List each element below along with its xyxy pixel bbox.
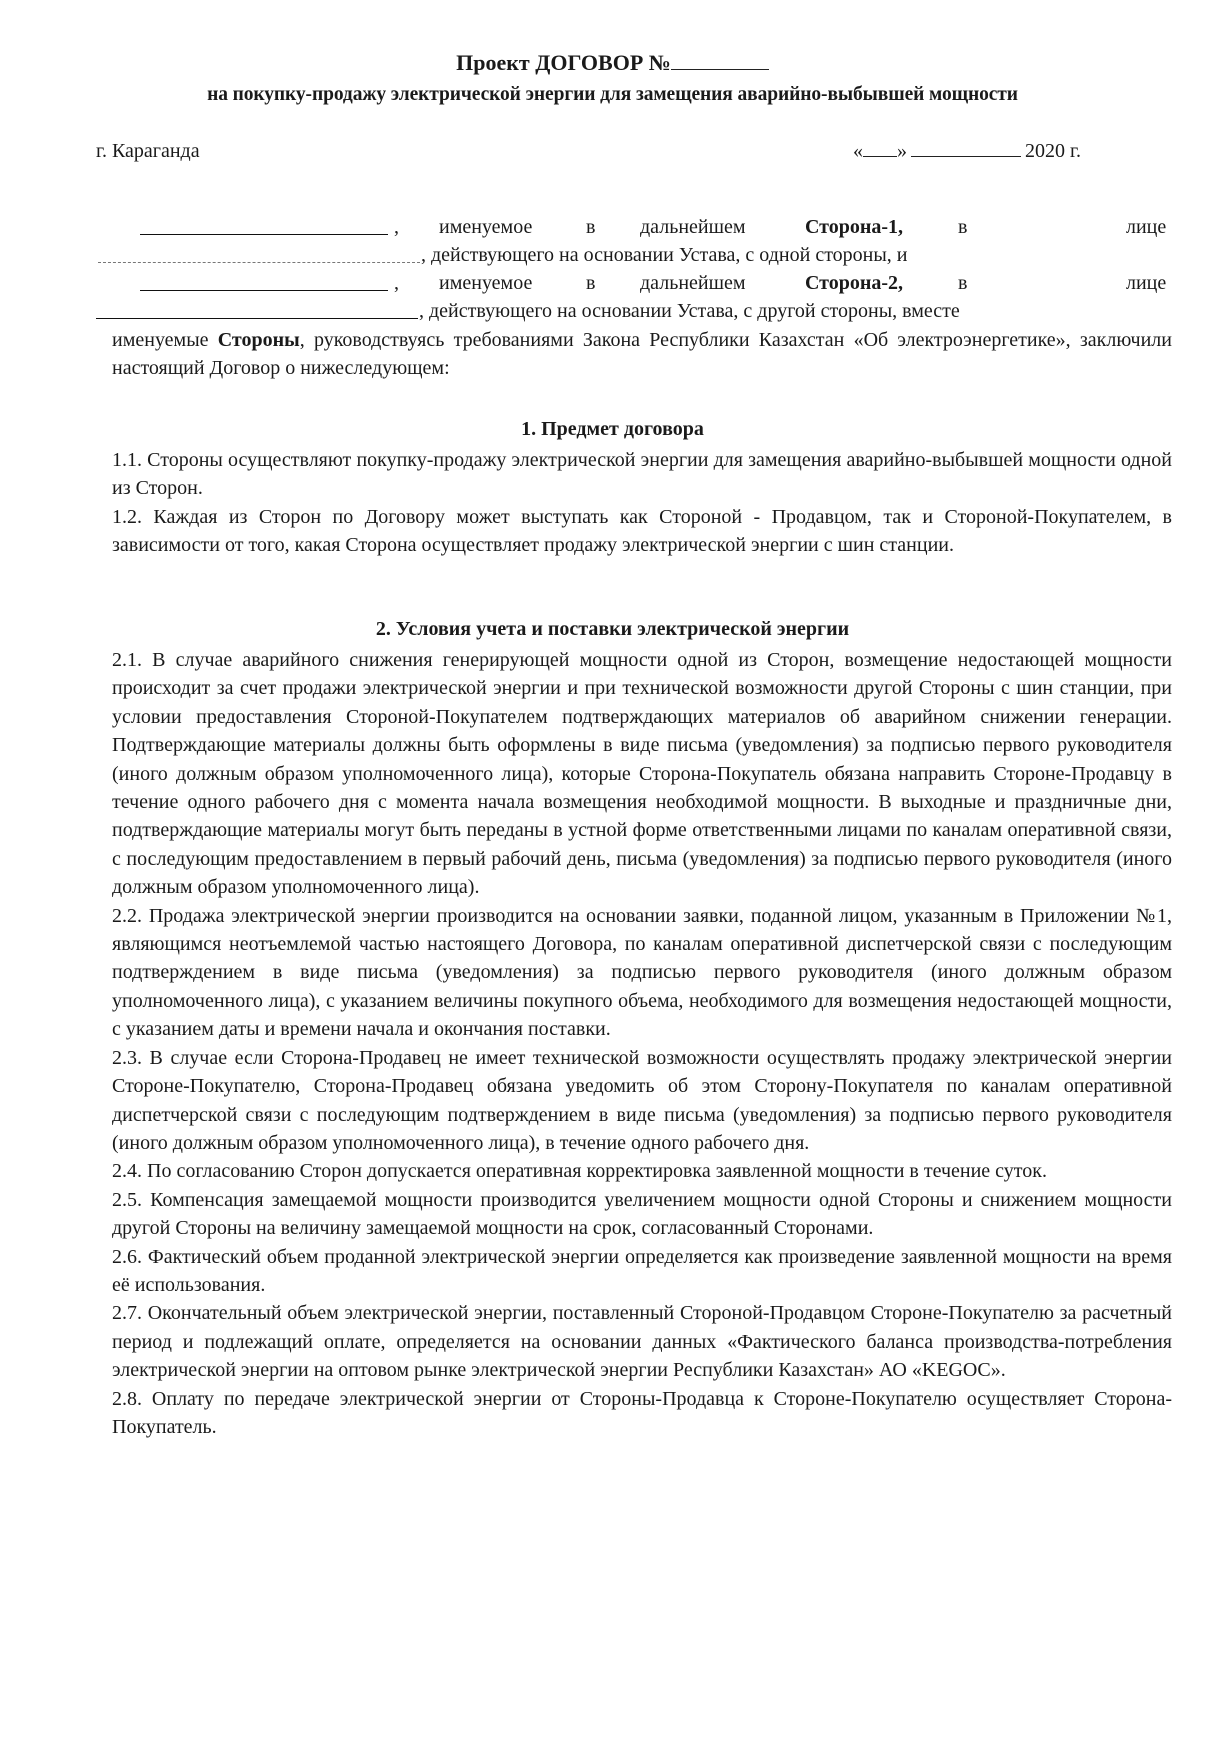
preamble-text-start: именуемые bbox=[112, 329, 218, 351]
clause-2-6: 2.6. Фактический объем проданной электрической энергии определяется как произведение заявленной мощности на время её использования. bbox=[112, 1245, 1172, 1296]
party1-word-hereinafter: дальнейшем bbox=[640, 216, 746, 238]
party1-rep-blank bbox=[98, 262, 420, 263]
party2-rep-text: , действующего на основании Устава, с другой стороны, вместе bbox=[419, 300, 960, 322]
party1-comma: , bbox=[394, 216, 399, 238]
section1-body bbox=[112, 446, 1172, 560]
party1-word-named: именуемое bbox=[439, 216, 533, 238]
party2-comma: , bbox=[394, 272, 399, 294]
party2-word-hereinafter: дальнейшем bbox=[640, 272, 746, 294]
party1-word-in2: в bbox=[958, 216, 968, 238]
party2-word-person: лице bbox=[1126, 272, 1167, 294]
clause-2-1: 2.1. В случае аварийного снижения генерирующей мощности одной из Сторон, возмещение недостающей мощности происходит за счет продажи электрической энергии и при технической возможности другой Стороны с шин станции, при условии предоставления Стороной-Покупателем подтверждающих материалов об аварийном снижении генерации. Подтверждающие материалы должны быть оформлены в виде письма (уведомления) за подписью первого руководителя (иного должным образом уполномоченного лица), которые Сторона-Покупатель обязана направить Стороне-Продавцу в течение одного рабочего дня с момента начала возмещения необходимой мощности. В выходные и праздничные дни, подтверждающие материалы могут быть переданы в устной форме ответственными лицами по каналам оперативной связи, с последующим предоставлением в первый рабочий день, письма (уведомления) за подписью первого руководителя (иного должным образом уполномоченного лица). bbox=[112, 649, 1172, 899]
clause-2-5: 2.5. Компенсация замещаемой мощности производится увеличением мощности одной Стороны и снижением мощности другой Стороны на величину замещаемой мощности на срок, согласованный Сторонами. bbox=[112, 1188, 1172, 1240]
preamble-parties-term: Стороны bbox=[217, 329, 300, 351]
party2-label: Сторона-2, bbox=[805, 272, 904, 294]
party1-word-person: лице bbox=[1126, 216, 1167, 238]
party1-word-in: в bbox=[586, 216, 596, 238]
document-title bbox=[0, 50, 1225, 76]
section1-title: 1. Предмет договора bbox=[521, 418, 704, 440]
day-blank bbox=[863, 142, 897, 157]
clause-2-3: 2.3. В случае если Сторона-Продавец не имеет технической возможности осуществлять продажу электрической энергии Стороне-Покупателю, Сторона-Продавец обязана уведомить об этом Сторону-Покупателя по каналам оперативной диспетчерской связи с последующим подтверждением в виде письма (уведомления) за подписью первого руководителя (иного должным образом уполномоченного лица), в течение одного рабочего дня. bbox=[112, 1046, 1172, 1154]
party1-name-blank bbox=[140, 234, 388, 235]
month-blank bbox=[911, 142, 1021, 157]
parties-block bbox=[112, 216, 1172, 328]
party1-label: Сторона-1, bbox=[805, 216, 904, 238]
contract-number-blank bbox=[671, 55, 769, 70]
clause-2-4: 2.4. По согласованию Сторон допускается оперативная корректировка заявленной мощности в течение суток. bbox=[112, 1160, 1047, 1183]
section2-body bbox=[112, 646, 1172, 1441]
document-subtitle: на покупку-продажу электрической энергии для замещения аварийно-выбывшей мощности bbox=[207, 84, 1018, 105]
date-quote-close: » bbox=[897, 140, 907, 162]
party2-row bbox=[112, 272, 1172, 300]
preamble bbox=[112, 326, 1172, 382]
preamble-text-end: , руководствуясь требованиями Закона Республики Казахстан «Об электроэнергетике», заключили настоящий Договор о нижеследующем: bbox=[112, 329, 1172, 379]
document-title-text: Проект ДОГОВОР № bbox=[456, 50, 671, 75]
city: г. Караганда bbox=[96, 140, 200, 162]
party2-rep-blank bbox=[96, 318, 418, 319]
party2-word-in2: в bbox=[958, 272, 968, 294]
party2-rep-row bbox=[112, 300, 1172, 328]
party1-row bbox=[112, 216, 1172, 244]
clause-2-2: 2.2. Продажа электрической энергии производится на основании заявки, поданной лицом, указанным в Приложении №1, являющимся неотъемлемой частью настоящего Договора, по каналам оперативной диспетчерской связи с последующим подтверждением в виде письма (уведомления) за подписью первого руководителя (иного должным образом уполномоченного лица), с указанием величины покупного объема, необходимого для возмещения недостающей мощности, с указанием даты и времени начала и окончания поставки. bbox=[112, 904, 1172, 1041]
contract-date bbox=[853, 140, 1081, 163]
clause-2-7: 2.7. Окончательный объем электрической энергии, поставленный Стороной-Продавцом Стороне-Покупателю за расчетный период и подлежащий оплате, определяется на основании данных «Фактического баланса производства-потребления электрической энергии на оптовом рынке электрической энергии Республики Казахстан» АО «KEGOC». bbox=[112, 1302, 1172, 1382]
party1-rep-text: , действующего на основании Устава, с одной стороны, и bbox=[421, 244, 908, 266]
clause-1-1: 1.1. Стороны осуществляют покупку-продажу электрической энергии для замещения аварийно-выбывшей мощности одной из Сторон. bbox=[112, 449, 1172, 500]
party2-word-named: именуемое bbox=[439, 272, 533, 294]
date-quote-open: « bbox=[853, 140, 863, 162]
section2-title: 2. Условия учета и поставки электрической энергии bbox=[375, 618, 850, 640]
clause-2-8: 2.8. Оплату по передаче электрической энергии от Стороны-Продавца к Стороне-Покупателю осуществляет Сторона-Покупатель. bbox=[112, 1387, 1172, 1438]
party2-word-in: в bbox=[586, 272, 596, 294]
party2-name-blank bbox=[140, 290, 388, 291]
party1-rep-row bbox=[112, 244, 1172, 272]
date-year: 2020 г. bbox=[1025, 140, 1081, 162]
clause-1-2: 1.2. Каждая из Сторон по Договору может выступать как Стороной - Продавцом, так и Стороной-Покупателем, в зависимости от того, какая Сторона осуществляет продажу электрической энергии с шин станции. bbox=[112, 505, 1172, 557]
